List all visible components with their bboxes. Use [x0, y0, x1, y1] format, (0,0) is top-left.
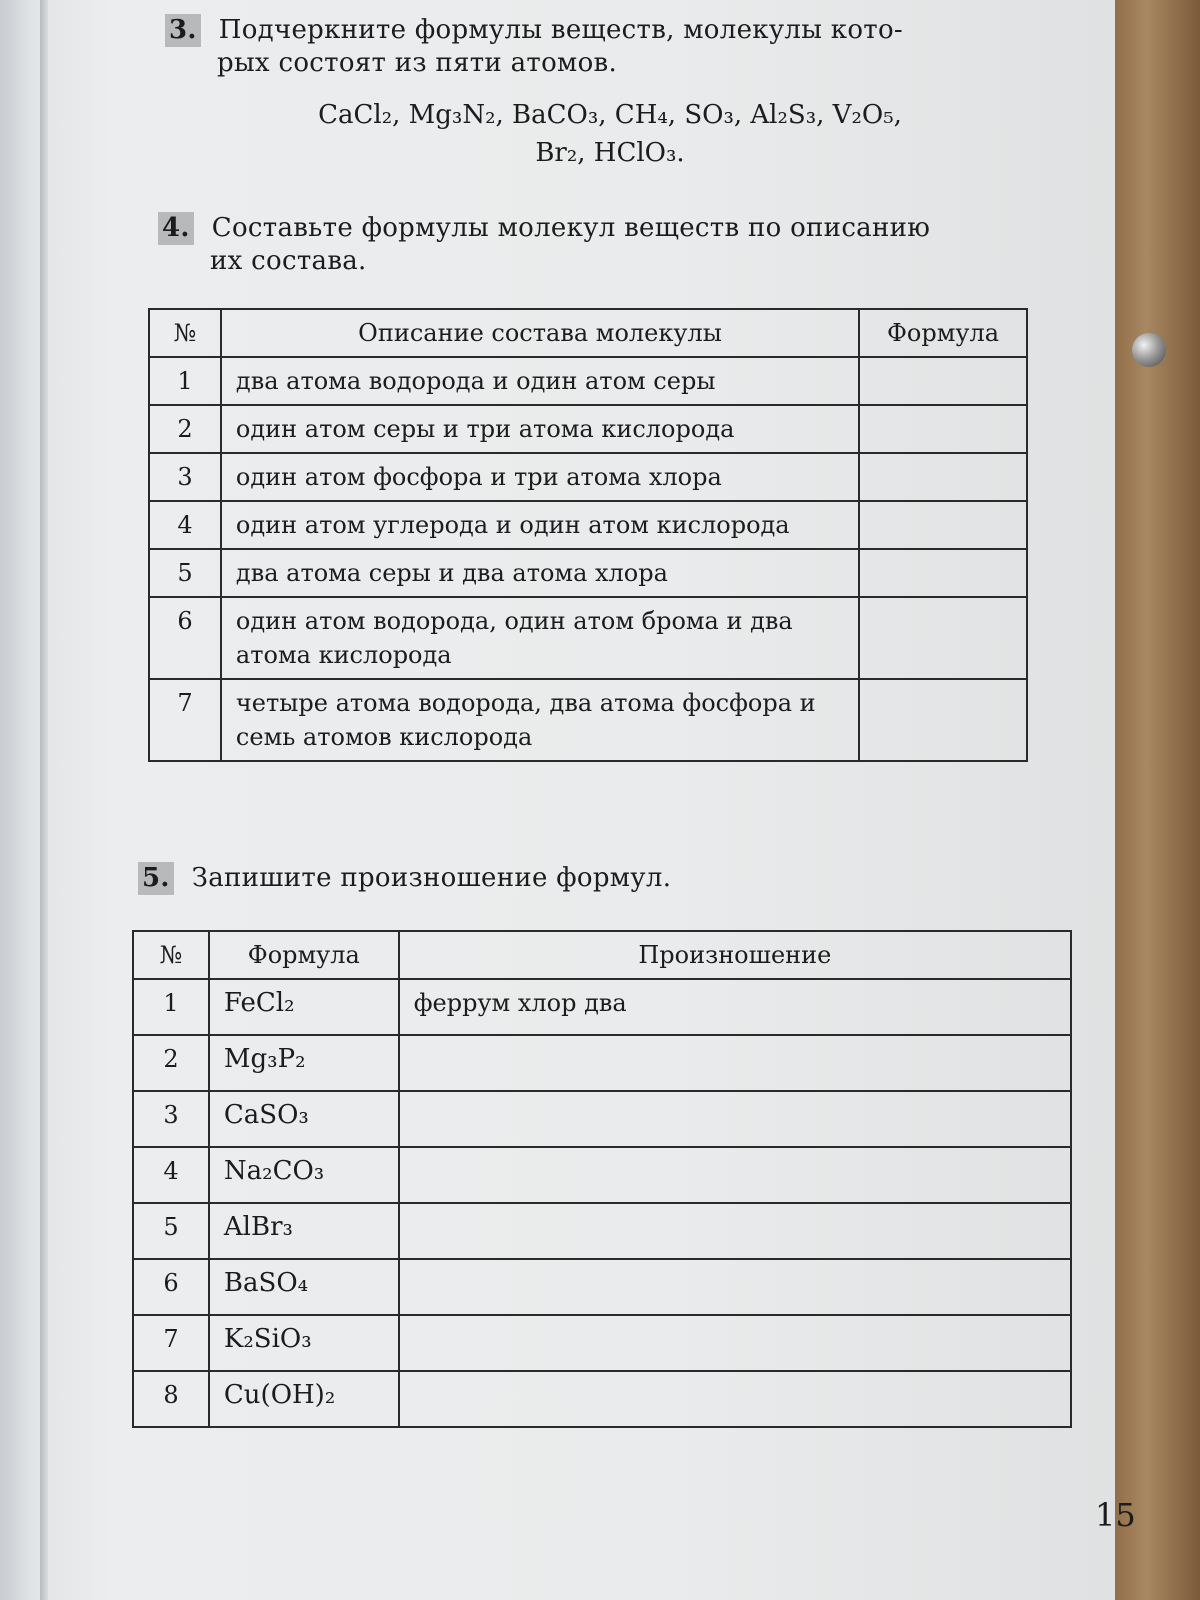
row-number: 4: [149, 501, 221, 549]
pronunciation-answer-cell[interactable]: феррум хлор два: [399, 979, 1071, 1035]
table-row: [133, 1203, 1071, 1259]
formula-answer-cell[interactable]: [859, 357, 1027, 405]
wooden-desk-background: [1110, 0, 1200, 1600]
row-number: 7: [133, 1315, 209, 1371]
task-3-line-2: рых состоят из пяти атомов.: [217, 48, 618, 78]
task-4-text: [158, 212, 1038, 278]
row-formula: Na₂CO₃: [209, 1147, 399, 1203]
row-number: 3: [149, 453, 221, 501]
row-formula: Mg₃P₂: [209, 1035, 399, 1091]
task-3-text: [165, 14, 1045, 80]
formula-answer-cell[interactable]: [859, 679, 1027, 761]
task-3-line-1: Подчеркните формулы веществ, молекулы кото-: [218, 15, 904, 45]
table-row: [133, 1259, 1071, 1315]
header-formula: Формула: [859, 309, 1027, 357]
task-3-formulas: [200, 96, 1020, 172]
formula-answer-cell[interactable]: [859, 405, 1027, 453]
row-description: четыре атома водорода, два атома фосфора и семь атомов кислорода: [221, 679, 859, 761]
row-description: два атома водорода и один атом серы: [221, 357, 859, 405]
row-number: 5: [149, 549, 221, 597]
row-formula: FeCl₂: [209, 979, 399, 1035]
row-number: 4: [133, 1147, 209, 1203]
row-number: 7: [149, 679, 221, 761]
table-row: [133, 1371, 1071, 1427]
task-4-line-2: их состава.: [210, 246, 367, 276]
task-4-line-1: Составьте формулы молекул веществ по описанию: [211, 213, 931, 243]
formula-answer-cell[interactable]: [859, 549, 1027, 597]
header-description: Описание состава молекулы: [221, 309, 859, 357]
task-4-header-row: [149, 309, 1027, 357]
row-formula: Cu(OH)₂: [209, 1371, 399, 1427]
header-formula: Формула: [209, 931, 399, 979]
pronunciation-answer-cell[interactable]: [399, 1315, 1071, 1371]
pronunciation-answer-cell[interactable]: [399, 1371, 1071, 1427]
row-number: 2: [149, 405, 221, 453]
pronunciation-answer-cell[interactable]: [399, 1147, 1071, 1203]
page-number: 15: [1095, 1496, 1136, 1534]
row-number: 8: [133, 1371, 209, 1427]
row-description: один атом фосфора и три атома хлора: [221, 453, 859, 501]
table-row: [149, 405, 1027, 453]
row-formula: AlBr₃: [209, 1203, 399, 1259]
binder-clip-icon: [1132, 333, 1166, 367]
row-formula: CaSO₃: [209, 1091, 399, 1147]
row-number: 3: [133, 1091, 209, 1147]
task-5-instruction: Запишите произношение формул.: [191, 863, 672, 893]
formula-answer-cell[interactable]: [859, 453, 1027, 501]
formula-answer-cell[interactable]: [859, 597, 1027, 679]
task-3-formulas-line-1: CaCl₂, Mg₃N₂, BaCO₃, CH₄, SO₃, Al₂S₃, V₂O₅,: [318, 100, 902, 130]
pronunciation-answer-cell[interactable]: [399, 1035, 1071, 1091]
table-row: [149, 501, 1027, 549]
table-row: [133, 1315, 1071, 1371]
pronunciation-answer-cell[interactable]: [399, 1259, 1071, 1315]
row-number: 1: [133, 979, 209, 1035]
table-row: [149, 679, 1027, 761]
task-4-table: [148, 308, 1028, 762]
header-pronunciation: Произношение: [399, 931, 1071, 979]
row-description: один атом углерода и один атом кислорода: [221, 501, 859, 549]
row-number: 5: [133, 1203, 209, 1259]
task-3-number: 3.: [165, 14, 201, 47]
row-description: один атом водорода, один атом брома и два атома кислорода: [221, 597, 859, 679]
row-description: два атома серы и два атома хлора: [221, 549, 859, 597]
task-4-number: 4.: [158, 212, 194, 245]
row-number: 1: [149, 357, 221, 405]
row-formula: K₂SiO₃: [209, 1315, 399, 1371]
table-row: [133, 979, 1071, 1035]
task-3-formulas-line-2: Br₂, HClO₃.: [535, 138, 685, 168]
row-formula: BaSO₄: [209, 1259, 399, 1315]
table-row: [133, 1091, 1071, 1147]
header-num: №: [149, 309, 221, 357]
row-number: 6: [149, 597, 221, 679]
table-row: [133, 1147, 1071, 1203]
task-5-text: [138, 862, 1018, 895]
table-row: [149, 453, 1027, 501]
row-description: один атом серы и три атома кислорода: [221, 405, 859, 453]
row-number: 6: [133, 1259, 209, 1315]
task-5-number: 5.: [138, 862, 174, 895]
formula-answer-cell[interactable]: [859, 501, 1027, 549]
row-number: 2: [133, 1035, 209, 1091]
table-row: [149, 597, 1027, 679]
table-row: [133, 1035, 1071, 1091]
table-row: [149, 357, 1027, 405]
page-spine: [40, 0, 48, 1600]
task-5-table: [132, 930, 1072, 1428]
header-num: №: [133, 931, 209, 979]
table-row: [149, 549, 1027, 597]
pronunciation-answer-cell[interactable]: [399, 1203, 1071, 1259]
pronunciation-answer-cell[interactable]: [399, 1091, 1071, 1147]
task-5-header-row: [133, 931, 1071, 979]
